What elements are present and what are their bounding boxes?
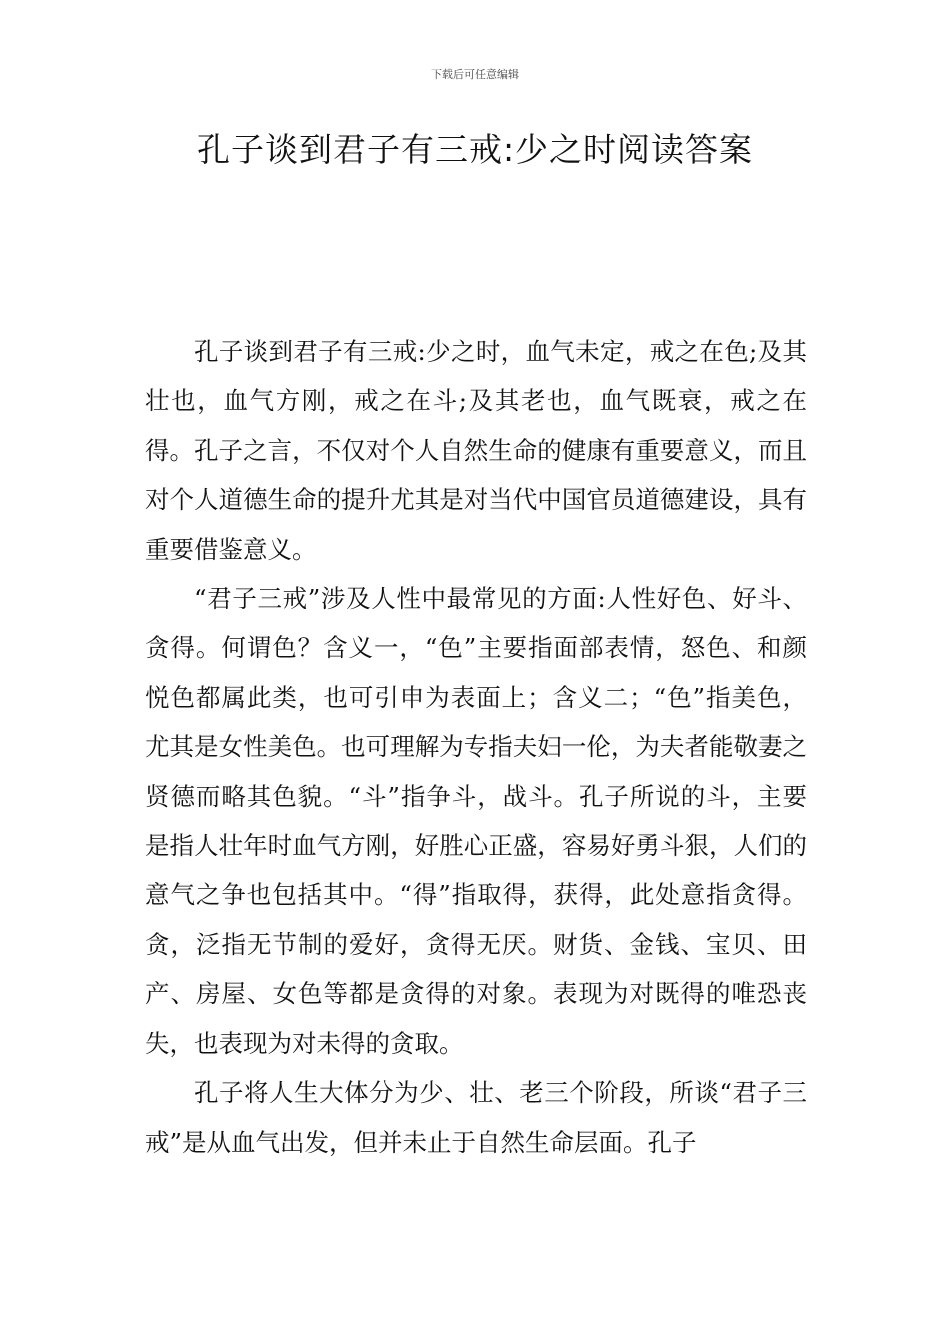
paragraph-2: “君子三戒”涉及人性中最常见的方面:人性好色、好斗、贪得。何谓色？含义一，“色”主要指面部表情，怒色、和颜悦色都属此类，也可引申为表面上；含义二；“色”指美色，尤其是女性美色。也可理解为专指夫妇一伦，为夫者能敬妻之贤德而略其色貌。“斗”指争斗，战斗。孔子所说的斗，主要是指人壮年时血气方刚，好胜心正盛，容易好勇斗狠，人们的意气之争也包括其中。“得”指取得，获得，此处意指贪得。贪，泛指无节制的爱好，贪得无厌。财货、金钱、宝贝、田产、房屋、女色等都是贪得的对象。表现为对既得的唯恐丧失，也表现为对未得的贪取。: [145, 584, 807, 1058]
document-body: [145, 327, 807, 1167]
header-note: 下载后可任意编辑: [431, 68, 519, 81]
document-title: 孔子谈到君子有三戒:少之时阅读答案: [196, 130, 754, 169]
paragraph-1: 孔子谈到君子有三戒:少之时，血气未定，戒之在色;及其壮也，血气方刚，戒之在斗;及其老也，血气既衰，戒之在得。孔子之言，不仅对个人自然生命的健康有重要意义，而且对个人道德生命的提升尤其是对当代中国官员道德建设，具有重要借鉴意义。: [145, 337, 807, 564]
paragraph-3: 孔子将人生大体分为少、壮、老三个阶段，所谈“君子三戒”是从血气出发，但并未止于自然生命层面。孔子: [145, 1078, 807, 1157]
